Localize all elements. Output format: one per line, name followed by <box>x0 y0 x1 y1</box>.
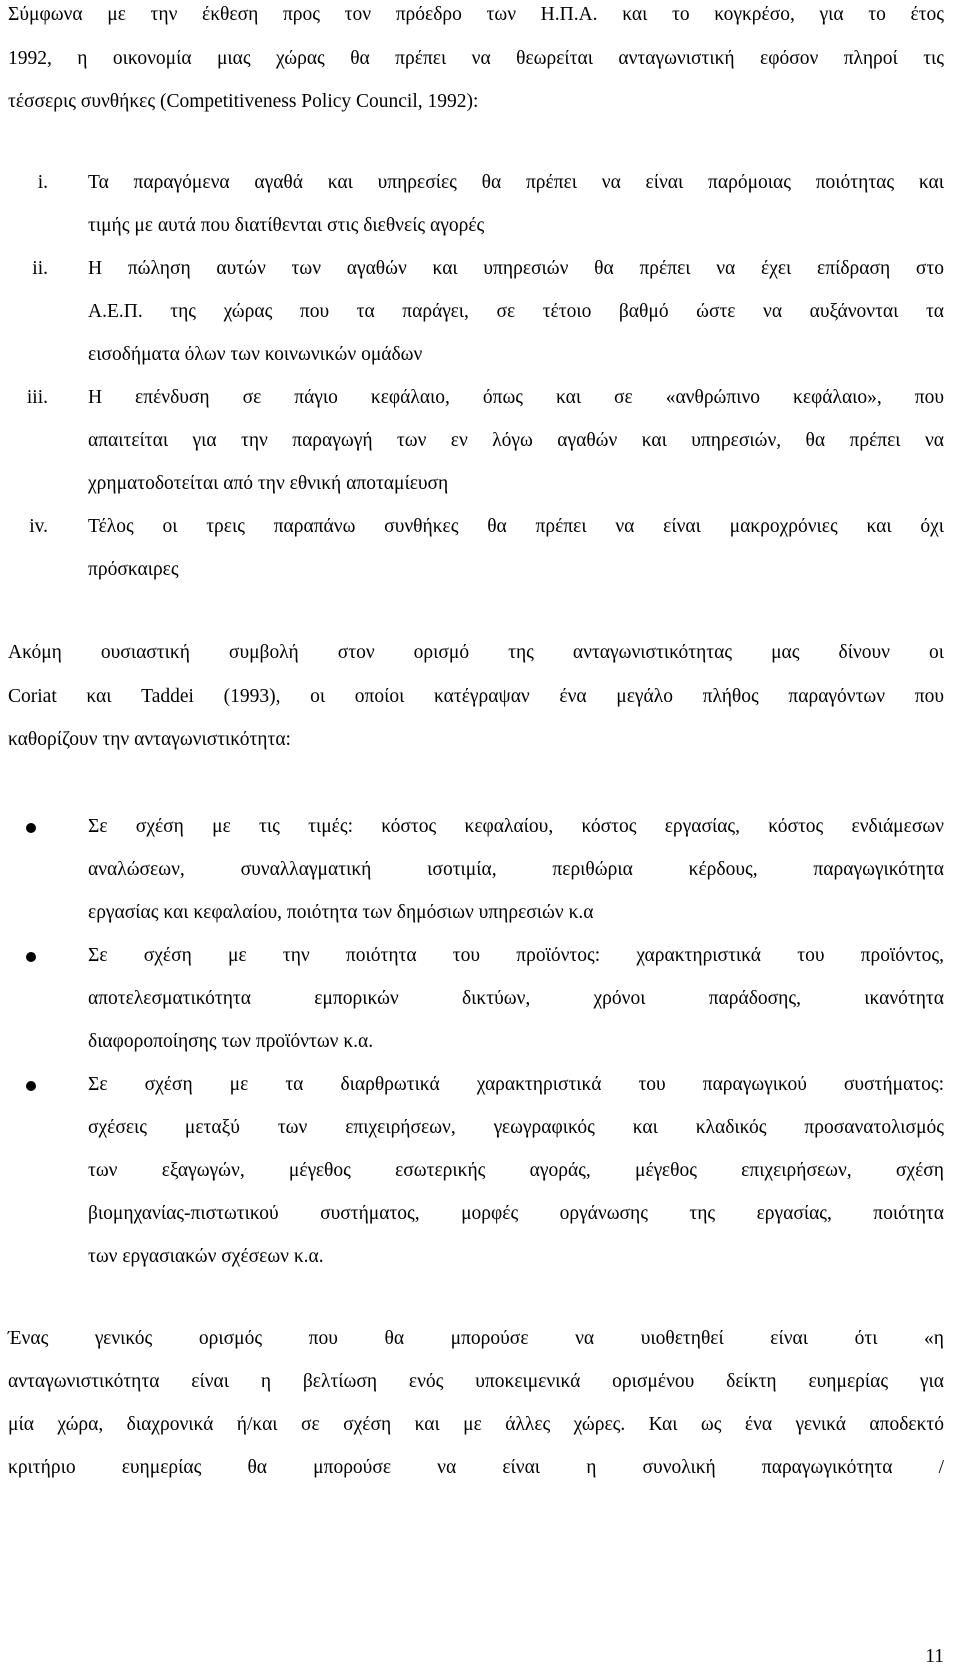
paragraph-3-line-4: κριτήριο ευημερίας θα μπορούσε να είναι η συνολική παραγωγικότητα / <box>8 1457 944 1478</box>
list-item-iv-line-1: Τέλος οι τρεις παραπάνω συνθήκες θα πρέπει να είναι μακροχρόνιες και όχι <box>88 516 944 537</box>
list-item-ii-line-3: εισοδήματα όλων των κοινωνικών ομάδων <box>88 344 423 365</box>
bullet-2-line-3: διαφοροποίησης των προϊόντων κ.α. <box>88 1031 374 1052</box>
bullet-3-line-5: των εργασιακών σχέσεων κ.α. <box>88 1246 324 1267</box>
paragraph-2-line-1: Ακόμη ουσιαστική συμβολή στον ορισμό της ανταγωνιστικότητας μας δίνουν οι <box>8 642 944 663</box>
page-number: 11 <box>925 1646 944 1667</box>
list-item-iii-line-2: απαιτείται για την παραγωγή των εν λόγω αγαθών και υπηρεσιών, θα πρέπει να <box>88 430 944 451</box>
bullet-3-line-3: των εξαγωγών, μέγεθος εσωτερικής αγοράς, μέγεθος επιχειρήσεων, σχέση <box>88 1160 944 1181</box>
list-numeral-iv: iv. <box>29 516 48 537</box>
bullet-1-line-2: αναλώσεων, συναλλαγματική ισοτιμία, περιθώρια κέρδους, παραγωγικότητα <box>88 859 944 880</box>
bullet-dot-3 <box>26 1081 36 1091</box>
list-item-i-line-2: τιμής με αυτά που διατίθενται στις διεθνείς αγορές <box>88 215 485 236</box>
list-numeral-ii: ii. <box>32 258 48 279</box>
list-item-iii-line-1: Η επένδυση σε πάγιο κεφάλαιο, όπως και σε «ανθρώπινο κεφάλαιο», που <box>88 387 944 408</box>
bullet-3-line-2: σχέσεις μεταξύ των επιχειρήσεων, γεωγραφικός και κλαδικός προσανατολισμός <box>88 1117 944 1138</box>
list-item-i-line-1: Τα παραγόμενα αγαθά και υπηρεσίες θα πρέπει να είναι παρόμοιας ποιότητας και <box>88 172 944 193</box>
bullet-1-line-3: εργασίας και κεφαλαίου, ποιότητα των δημόσιων υπηρεσιών κ.α <box>88 902 594 923</box>
intro-line-3: τέσσερις συνθήκες (Competitiveness Policy Council, 1992): <box>8 91 479 112</box>
paragraph-3-line-3: μία χώρα, διαχρονικά ή/και σε σχέση και με άλλες χώρες. Και ως ένα γενικά αποδεκτό <box>8 1414 944 1435</box>
list-item-iv-line-2: πρόσκαιρες <box>88 559 179 580</box>
intro-line-1: Σύμφωνα με την έκθεση προς τον πρόεδρο των Η.Π.Α. και το κογκρέσο, για το έτος <box>8 4 944 25</box>
bullet-dot-1 <box>26 823 36 833</box>
paragraph-2-line-2: Coriat και Taddei (1993), οι οποίοι κατέγραψαν ένα μεγάλο πλήθος παραγόντων που <box>8 686 944 707</box>
paragraph-3-line-1: Ένας γενικός ορισμός που θα μπορούσε να υιοθετηθεί είναι ότι «η <box>8 1328 944 1349</box>
paragraph-3-line-2: ανταγωνιστικότητα είναι η βελτίωση ενός υποκειμενικά ορισμένου δείκτη ευημερίας για <box>8 1371 944 1392</box>
list-item-iii-line-3: χρηματοδοτείται από την εθνική αποταμίευση <box>88 473 449 494</box>
list-numeral-i: i. <box>37 172 48 193</box>
list-numeral-iii: iii. <box>26 387 48 408</box>
bullet-3-line-4: βιομηχανίας-πιστωτικού συστήματος, μορφές οργάνωσης της εργασίας, ποιότητα <box>88 1203 944 1224</box>
bullet-1-line-1: Σε σχέση με τις τιμές: κόστος κεφαλαίου, κόστος εργασίας, κόστος ενδιάμεσων <box>88 816 944 837</box>
bullet-3-line-1: Σε σχέση με τα διαρθρωτικά χαρακτηριστικά του παραγωγικού συστήματος: <box>88 1074 944 1095</box>
list-item-ii-line-2: Α.Ε.Π. της χώρας που τα παράγει, σε τέτοιο βαθμό ώστε να αυξάνονται τα <box>88 301 944 322</box>
intro-line-2: 1992, η οικονομία μιας χώρας θα πρέπει να θεωρείται ανταγωνιστική εφόσον πληροί τις <box>8 48 944 69</box>
paragraph-2-line-3: καθορίζουν την ανταγωνιστικότητα: <box>8 729 291 750</box>
bullet-2-line-2: αποτελεσματικότητα εμπορικών δικτύων, χρόνοι παράδοσης, ικανότητα <box>88 988 944 1009</box>
bullet-2-line-1: Σε σχέση με την ποιότητα του προϊόντος: χαρακτηριστικά του προϊόντος, <box>88 945 944 966</box>
list-item-ii-line-1: Η πώληση αυτών των αγαθών και υπηρεσιών θα πρέπει να έχει επίδραση στο <box>88 258 944 279</box>
bullet-dot-2 <box>26 952 36 962</box>
